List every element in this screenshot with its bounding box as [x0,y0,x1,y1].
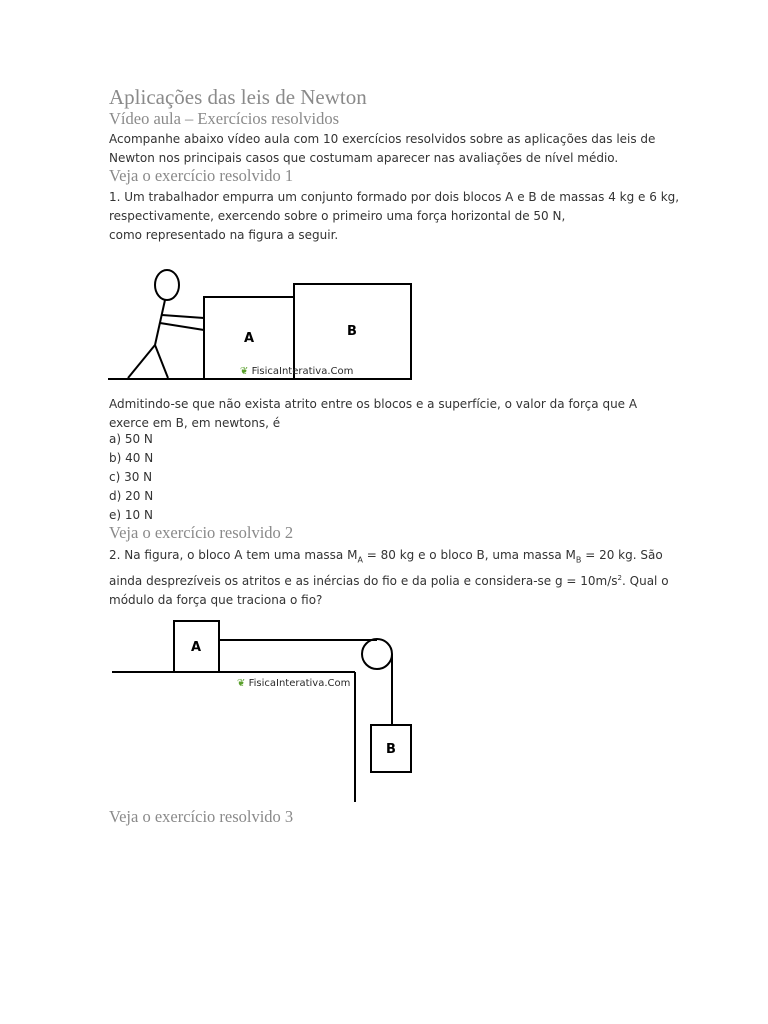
ex2-text: . Qual o [622,574,669,589]
exercise-1-link[interactable]: Veja o exercício resolvido 1 [109,166,294,185]
option-c: c) 30 N [109,470,153,484]
watermark-1-text: FisicaInterativa.Com [251,366,354,377]
ex1-statement-line-2: respectivamente, exercendo sobre o primeiro uma força horizontal de 50 N, [109,209,566,223]
ex2-statement-line-3: módulo da força que traciona o fio? [109,593,323,608]
ex1-question-line-1: Admitindo-se que não exista atrito entre os blocos e a superfície, o valor da força que A [109,397,638,411]
watermark-2-text: FisicaInterativa.Com [248,678,351,689]
intro-line-1: Acompanhe abaixo vídeo aula com 10 exercícios resolvidos sobre as aplicações das leis de [109,132,656,146]
block-a-2-label: A [191,640,202,655]
ex1-question-line-2: exerce em B, em newtons, é [109,416,281,430]
option-a: a) 50 N [109,432,153,446]
watermark-2 [237,678,350,689]
ex2-text: = 80 kg e o bloco B, uma massa M [362,548,576,562]
block-a-label: A [244,331,255,346]
leaf-icon: ❦ [240,366,249,377]
option-d: d) 20 N [109,489,154,503]
worker-leg-front [155,345,168,378]
subscript-a: A [357,555,363,565]
superscript-2: 2 [617,574,623,583]
worker-arm-lower [160,323,204,330]
figure-1-worker-blocks [108,270,411,379]
figure-2-pulley-system [112,621,411,802]
worker-body [155,300,165,345]
option-b: b) 40 N [109,451,154,465]
ex2-text: 2. Na figura, o bloco A tem uma massa M [109,548,358,562]
worker-head [155,270,179,300]
ex2-statement-line-2 [109,569,669,591]
exercise-3-link[interactable]: Veja o exercício resolvido 3 [109,807,294,826]
intro-line-2: Newton nos principais casos que costumam aparecer nas avaliações de nível médio. [109,151,619,165]
page-subtitle: Vídeo aula – Exercícios resolvidos [109,109,340,128]
ex1-statement-line-3: como representado na figura a seguir. [109,228,339,242]
exercise-1-question [109,395,637,433]
subscript-b: B [575,555,582,565]
option-e: e) 10 N [109,508,153,522]
worker-leg-back [128,345,155,378]
ex2-text: = 20 kg. São [581,548,663,562]
leaf-icon: ❦ [237,678,246,689]
watermark-1 [240,366,353,377]
ex2-text: ainda desprezíveis os atritos e as inércias do fio e da polia e considera-se g = 10m/s [109,574,618,589]
page-title: Aplicações das leis de Newton [109,85,367,109]
ex1-statement-line-1: 1. Um trabalhador empurra um conjunto formado por dois blocos A e B de massas 4 kg e 6 kg, [109,190,680,204]
block-b-2-label: B [386,742,396,757]
pulley [362,639,392,669]
worker-arm-upper [162,315,204,318]
exercise-2-statement [109,546,669,610]
block-b-label: B [347,324,357,339]
ex2-statement-line-1 [109,546,669,569]
exercise-2-link[interactable]: Veja o exercício resolvido 2 [109,523,294,542]
